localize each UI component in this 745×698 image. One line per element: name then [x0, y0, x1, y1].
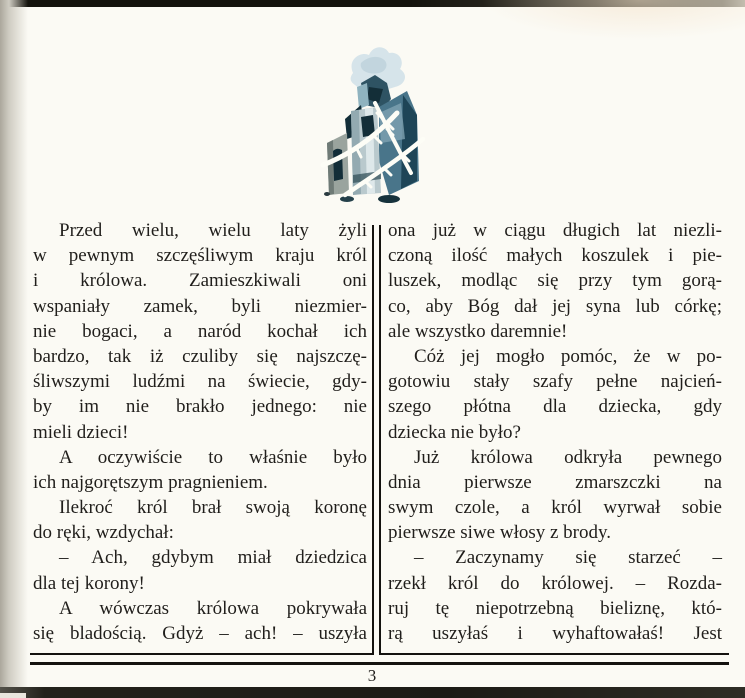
text-line: i królowa. Zamieszkiwali oni — [33, 270, 367, 292]
text-line: rą uszyłaś i wyhaftowałaś! Jest — [388, 623, 722, 644]
text-line: swym czole, a król wyrwał sobie — [388, 497, 722, 519]
text-line: A wówczas królowa pokrywała — [59, 597, 367, 619]
scan-corner-notch — [0, 693, 26, 698]
binding-shadow — [0, 0, 28, 698]
text-line: Ilekroć król brał swoją koronę — [59, 497, 367, 519]
text-line: Cóż jej mogło pomóc, że w po- — [414, 345, 722, 367]
column-underline-left — [30, 653, 374, 655]
page-number: 3 — [367, 666, 377, 685]
text-line: ich najgorętszym pragnieniem. — [33, 471, 268, 493]
text-line: dziecka nie było? — [388, 421, 521, 443]
text-line: co, aby Bóg dał jej syna lub córkę; — [388, 295, 722, 317]
text-line: pierwsze siwe włosy z brody. — [388, 522, 612, 544]
text-column-right — [388, 218, 722, 646]
column-divider-line — [379, 225, 381, 655]
text-line: luszek, modląc się przy tym gorą- — [388, 270, 722, 292]
scan-top-edge — [0, 0, 745, 7]
text-line: ale wszystko daremnie! — [388, 320, 568, 342]
text-line: śliwszymi ludźmi na świecie, gdy- — [33, 371, 367, 393]
castle-illustration-svg — [317, 43, 431, 205]
text-line: mieli dzieci! — [33, 421, 129, 443]
text-line: w pewnym szczęśliwym kraju król — [33, 245, 367, 267]
column-underline-right — [379, 653, 729, 655]
text-line: Już królowa odkryła pewnego — [414, 446, 722, 468]
text-line: gotowiu stały szafy pełne najcień- — [388, 371, 722, 393]
text-line: Przed wielu, wielu laty żyli — [59, 220, 367, 241]
text-line: dnia pierwsze zmarszczki na — [388, 471, 722, 493]
text-line: bardzo, tak iż czuliby się najszczę- — [33, 345, 367, 367]
text-line: by im nie brakło jednego: nie — [33, 396, 367, 418]
footer-rule — [30, 662, 729, 665]
text-line: ruj tę niepotrzebną bieliznę, któ- — [388, 597, 722, 619]
text-line: A oczywiście to właśnie było — [59, 446, 367, 468]
text-line: nie bogaci, a naród kochał ich — [33, 320, 367, 342]
text-line: – Zaczynamy się starzeć – — [414, 547, 722, 569]
text-line: – Ach, gdybym miał dziedzica — [59, 547, 367, 569]
text-line: szego płótna dla dziecka, gdy — [388, 396, 722, 418]
text-line: dla tej korony! — [33, 572, 145, 594]
text-line: się bladością. Gdyż – ach! – uszyła — [33, 623, 367, 644]
castle-illustration — [317, 43, 431, 205]
column-divider-line — [372, 225, 374, 655]
scan-bottom-edge — [0, 687, 745, 698]
text-line: ona już w ciągu długich lat niezli- — [388, 220, 722, 241]
text-column-left — [33, 218, 367, 646]
text-line: do ręki, wzdychał: — [33, 522, 174, 544]
text-line: wspaniały zamek, byli niezmier- — [33, 295, 367, 317]
text-line: czoną ilość małych koszulek i pie- — [388, 245, 722, 267]
text-line: rzekł król do królowej. – Rozda- — [388, 572, 722, 594]
